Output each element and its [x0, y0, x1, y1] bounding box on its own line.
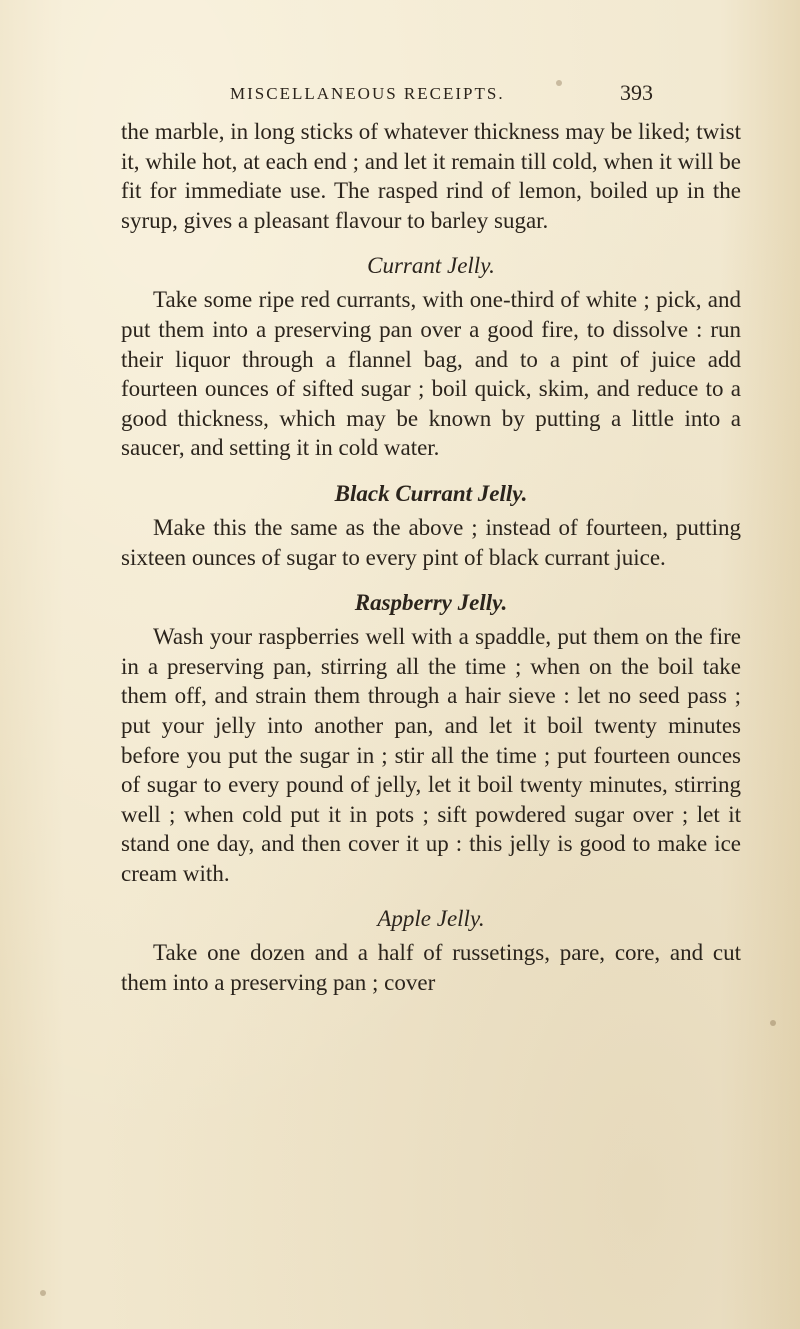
paper-spot	[770, 1020, 776, 1026]
intro-paragraph: the marble, in long sticks of whatever thickness may be liked; twist it, while hot, at each end ; and let it remain till cold, when it will be fit for immediate use. The rasped rind of lemon, boiled up in the syrup, gives a pleasant flavour to barley sugar.	[121, 119, 741, 233]
running-head	[0, 80, 800, 108]
section-heading-black-currant-jelly: Black Currant Jelly.	[334, 480, 528, 506]
paper-spot	[40, 1290, 46, 1296]
section-text-raspberry-jelly: Wash your raspberries well with a spaddle, put them on the fire in a preserving pan, stirring all the time ; when on the boil take them off, and strain them through a hair sieve : let no seed pass ; put your jelly into another pan, and let it boil twenty minutes before you put the sugar in ; stir all the time ; put fourteen ounces of sugar to every pound of jelly, let it boil twenty minutes, stirring well ; when cold put it in pots ; sift powdered sugar over ; let it stand one day, and then cover it up : this jelly is good to make ice cream with.	[121, 624, 741, 886]
section-heading-raspberry-jelly: Raspberry Jelly.	[354, 590, 508, 616]
paper-spot	[556, 80, 562, 86]
section-heading-apple-jelly: Apple Jelly.	[377, 906, 485, 932]
section-text-apple-jelly: Take one dozen and a half of russetings, pare, core, and cut them into a preserving pan ; cover	[121, 940, 741, 996]
page-content	[121, 117, 741, 998]
page-number: 393	[620, 80, 653, 105]
section-text-currant-jelly: Take some ripe red currants, with one-third of white ; pick, and put them into a preserving pan over a good fire, to dissolve : run their liquor through a flannel bag, and to a pint of juice add fourteen ounces of sifted sugar ; boil quick, skim, and reduce to a good thickness, which may be known by putting a little into a saucer, and setting it in cold water.	[121, 287, 741, 461]
section-heading-currant-jelly: Currant Jelly.	[367, 253, 495, 279]
running-title: MISCELLANEOUS RECEIPTS.	[230, 84, 505, 103]
section-text-black-currant-jelly: Make this the same as the above ; instead of fourteen, putting sixteen ounces of sugar to every pint of black currant juice.	[121, 514, 741, 570]
